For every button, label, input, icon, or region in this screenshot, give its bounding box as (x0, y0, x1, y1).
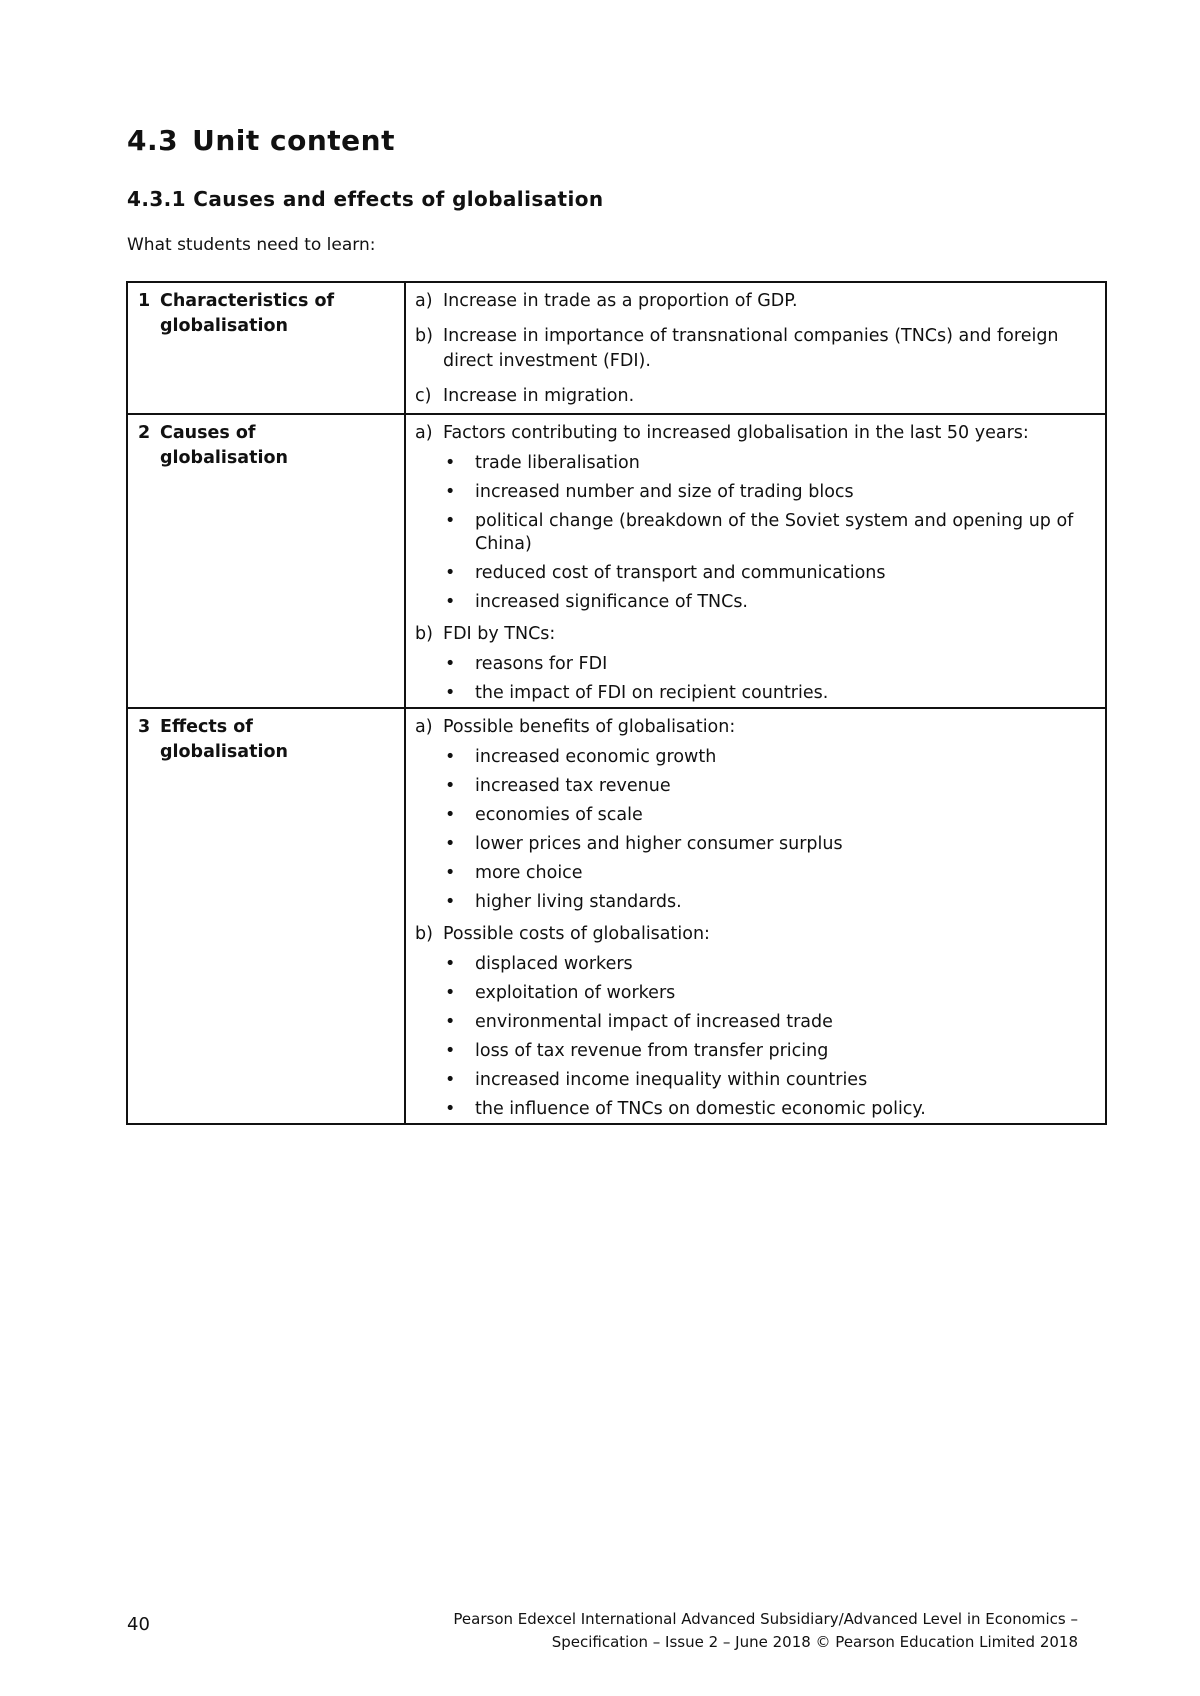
topic-title-line2: globalisation (160, 316, 288, 336)
bullet-icon: • (445, 892, 456, 912)
bullet-text: increased number and size of trading blocs (475, 482, 854, 502)
list-item (443, 1069, 1095, 1092)
list-item (443, 862, 1095, 885)
point (415, 922, 1095, 947)
list-item (443, 1011, 1095, 1034)
bullet-icon: • (445, 747, 456, 767)
bullet-list (415, 452, 1095, 614)
table-row (127, 414, 1106, 708)
point-letter: a) (415, 423, 433, 443)
bullet-text: exploitation of workers (475, 983, 676, 1003)
bullet-icon: • (445, 563, 456, 583)
point (415, 289, 1095, 314)
bullet-text: reduced cost of transport and communications (475, 563, 886, 583)
point (415, 421, 1095, 446)
topic-number: 1 (138, 291, 151, 311)
bullet-icon: • (445, 1070, 456, 1090)
topic-number: 3 (138, 717, 151, 737)
point-letter: a) (415, 291, 433, 311)
topic-title: Effects of (160, 717, 253, 737)
bullet-icon: • (445, 592, 456, 612)
footer-line: Pearson Edexcel International Advanced Subsidiary/Advanced Level in Economics – (453, 1610, 1078, 1628)
list-item (443, 452, 1095, 475)
list-item (443, 1040, 1095, 1063)
bullet-icon: • (445, 805, 456, 825)
list-item (443, 653, 1095, 676)
intro-text: What students need to learn: (127, 235, 376, 255)
bullet-icon: • (445, 954, 456, 974)
bullet-text: environmental impact of increased trade (475, 1012, 833, 1032)
list-item (443, 682, 1095, 705)
point-text: Increase in migration. (443, 386, 635, 406)
bullet-text: economies of scale (475, 805, 643, 825)
list-item (443, 891, 1095, 914)
bullet-text: the influence of TNCs on domestic economic policy. (475, 1099, 926, 1119)
bullet-text: more choice (475, 863, 583, 883)
list-item (443, 481, 1095, 504)
topic-title-line2: globalisation (160, 742, 288, 762)
list-item (443, 746, 1095, 769)
bullet-text: lower prices and higher consumer surplus (475, 834, 843, 854)
bullet-text: the impact of FDI on recipient countries. (475, 683, 829, 703)
page-heading (127, 124, 395, 157)
topic-title: Causes of (160, 423, 256, 443)
topic-cell (127, 282, 405, 414)
bullet-text: higher living standards. (475, 892, 682, 912)
list-item (443, 953, 1095, 976)
point-text: Possible benefits of globalisation: (443, 717, 736, 737)
bullet-icon: • (445, 654, 456, 674)
topic-cell (127, 414, 405, 708)
page-number: 40 (127, 1614, 150, 1635)
point-letter: c) (415, 386, 432, 406)
point-letter: b) (415, 924, 433, 944)
list-item (443, 804, 1095, 827)
list-item (443, 833, 1095, 856)
bullet-icon: • (445, 983, 456, 1003)
bullet-icon: • (445, 863, 456, 883)
footer-line: Specification – Issue 2 – June 2018 © Pearson Education Limited 2018 (551, 1633, 1078, 1651)
point-text: Increase in trade as a proportion of GDP. (443, 291, 798, 311)
bullet-text: reasons for FDI (475, 654, 608, 674)
bullet-list (415, 746, 1095, 914)
list-item (443, 982, 1095, 1005)
topic-title: Characteristics of (160, 291, 335, 311)
list-item (443, 591, 1095, 614)
detail-cell (405, 282, 1106, 414)
point-text: Possible costs of globalisation: (443, 924, 710, 944)
bullet-icon: • (445, 453, 456, 473)
topic-title-line2: globalisation (160, 448, 288, 468)
bullet-icon: • (445, 1012, 456, 1032)
point (415, 384, 1095, 409)
table-row (127, 708, 1106, 1124)
point-letter: b) (415, 624, 433, 644)
point (415, 715, 1095, 740)
bullet-icon: • (445, 1099, 456, 1119)
list-item (443, 775, 1095, 798)
point-text: FDI by TNCs: (443, 624, 556, 644)
topic-number: 2 (138, 423, 151, 443)
bullet-text: increased income inequality within countries (475, 1070, 868, 1090)
bullet-text: political change (breakdown of the Soviet system and opening up of China) (475, 511, 1074, 554)
bullet-icon: • (445, 834, 456, 854)
topic-cell (127, 708, 405, 1124)
bullet-icon: • (445, 511, 456, 531)
point-letter: b) (415, 326, 433, 346)
detail-cell (405, 708, 1106, 1124)
bullet-text: trade liberalisation (475, 453, 640, 473)
content-table (126, 281, 1107, 1125)
list-item (443, 510, 1095, 556)
list-item (443, 562, 1095, 585)
bullet-list (415, 953, 1095, 1121)
bullet-text: loss of tax revenue from transfer pricing (475, 1041, 829, 1061)
section-number: 4.3 (127, 124, 179, 157)
table-row (127, 282, 1106, 414)
list-item (443, 1098, 1095, 1121)
bullet-text: increased tax revenue (475, 776, 671, 796)
bullet-text: displaced workers (475, 954, 633, 974)
section-title: Unit content (192, 124, 395, 157)
bullet-text: increased economic growth (475, 747, 717, 767)
footer-text (453, 1608, 1078, 1654)
bullet-icon: • (445, 776, 456, 796)
detail-cell (405, 414, 1106, 708)
point-text: Increase in importance of transnational companies (TNCs) and foreign direct investment (FDI). (443, 326, 1059, 371)
point (415, 622, 1095, 647)
sub-heading: 4.3.1 Causes and effects of globalisation (127, 187, 604, 211)
point (415, 324, 1095, 374)
point-text: Factors contributing to increased globalisation in the last 50 years: (443, 423, 1029, 443)
bullet-icon: • (445, 482, 456, 502)
bullet-icon: • (445, 1041, 456, 1061)
bullet-list (415, 653, 1095, 705)
bullet-icon: • (445, 683, 456, 703)
bullet-text: increased significance of TNCs. (475, 592, 748, 612)
point-letter: a) (415, 717, 433, 737)
